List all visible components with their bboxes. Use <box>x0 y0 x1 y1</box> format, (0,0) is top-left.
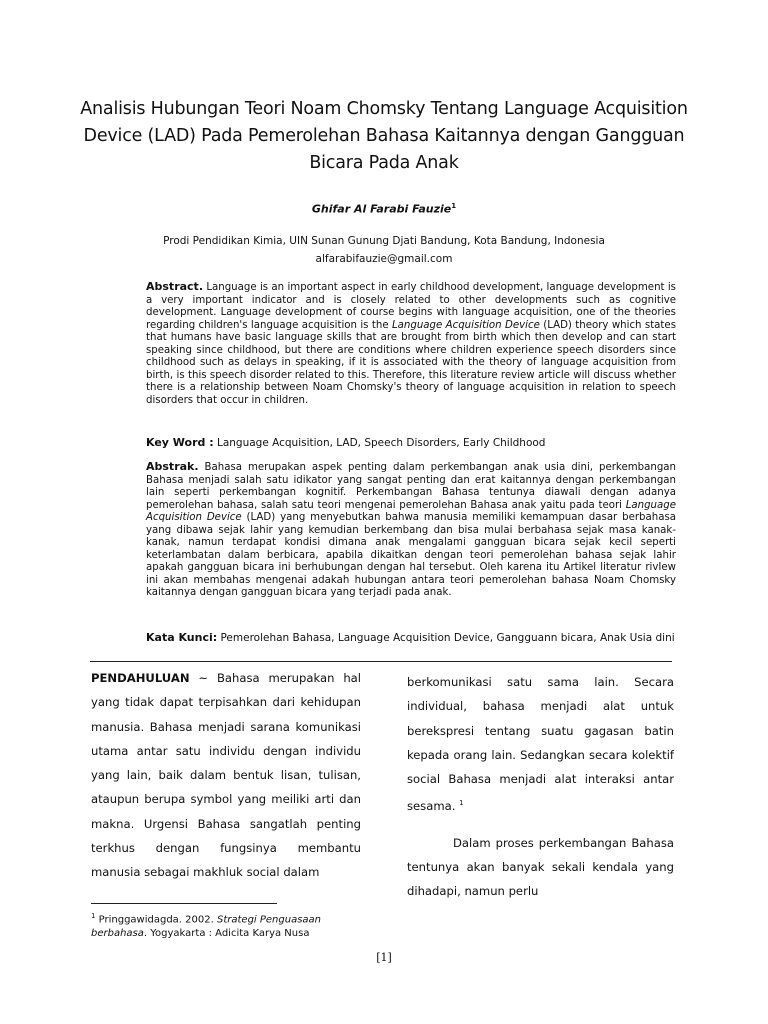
paper-title: Analisis Hubungan Teori Noam Chomsky Tentang Language Acquisition Device (LAD) Pada Pemerolehan Bahasa Kaitannya dengan Gangguan Bicara Pada Anak <box>80 99 688 173</box>
abstract-indonesian <box>146 461 676 600</box>
intro-paragraph <box>91 666 361 885</box>
keyword-text: Language Acquisition, LAD, Speech Disorders, Early Childhood <box>213 437 546 449</box>
abstrak-term: Language Acquisition Device <box>146 499 676 523</box>
author-name: Ghifar Al Farabi Fauzie <box>311 202 452 216</box>
right-paragraph-1-text: berkomunikasi satu sama lain. Secara individual, bahasa menjadi alat untuk berekspresi tentang suatu gagasan batin kepada orang lain. Sedangkan secara kolektif social Bahasa menjadi alat interaksi antar sesama. <box>407 675 674 814</box>
body-column-right <box>407 670 674 904</box>
footnote-text-part2: . Yogyakarta : Adicita Karya Nusa <box>143 928 310 940</box>
keyword-label: Key Word : <box>146 436 214 449</box>
kata-kunci-text: Pemerolehan Bahasa, Language Acquisition Device, Gangguann bicara, Anak Usia dini <box>217 632 675 644</box>
affiliation-block <box>0 232 768 268</box>
abstrak-text-part1: Bahasa merupakan aspek penting dalam perkembangan anak usia dini, perkembangan Bahasa menjadi salah satu idikator yang sangat penting dan erat kaitannya dengan perkembangan lain seperti perkembangan kognitif. Perkembangan Bahasa tentunya diawali dengan adanya pemerolehan bahasa, salah satu teori mengenai pemerolehan Bahasa anak yaitu pada teori <box>146 462 676 511</box>
abstract-english <box>146 281 676 407</box>
author-email: alfarabifauzie@gmail.com <box>315 253 453 265</box>
section-heading-pendahuluan: PENDAHULUAN <box>91 671 190 685</box>
footnote-marker: 1 <box>91 912 96 920</box>
footnote-book-title: Strategi Penguasaan berbahasa <box>91 914 322 940</box>
abstract-term: Language Acquisition Device <box>391 319 540 331</box>
page-number: [1] <box>376 951 392 964</box>
right-paragraph-2: Dalam proses perkembangan Bahasa tentunya akan banyak sekali kendala yang dihadapi, namun perlu <box>407 835 674 899</box>
abstrak-text-part2: (LAD) yang menyebutkan bahwa manusia memiliki kemampuan dasar berbahasa yang dibawa sejak lahir yang kemudian berkembang dan bisa mulai berbahasa sejak masa kanak-kanak, namun terdapat kondisi dimana anak mengalami gangguan bicara sejak kecil seperti keterlambatan dalam berbicara, apabila dikaitkan dengan teori pemerolehan bahasa sejak lahir apakah gangguan bicara ini berhubungan dengan hal tersebut. Oleh karena itu Artikel literatur rivIew ini akan membahas mengenai adakah hubungan antara teori pemerolehan bahasa Noam Chomsky kaitannya dengan gangguan bicara yang terjadi pada anak. <box>146 512 676 598</box>
intro-text: ~ Bahasa merupakan hal yang tidak dapat terpisahkan dari kehidupan manusia. Bahasa menjadi sarana komunikasi utama antar satu individu dengan individu yang lain, baik dalam bentuk lisan, tulisan, ataupun berupa symbol yang meiliki arti dan makna. Urgensi Bahasa sangatlah penting terkhus dengan fungsinya membantu manusia sebagai makhluk social dalam <box>91 671 361 880</box>
abstrak-label: Abstrak. <box>146 460 199 473</box>
footnote-text-part1: Pringgawidagda. 2002. <box>95 914 217 926</box>
keywords-indonesian <box>146 631 676 645</box>
affiliation-institution: Prodi Pendidikan Kimia, UIN Sunan Gunung Djati Bandung, Kota Bandung, Indonesia <box>163 235 605 247</box>
footnote <box>91 909 363 941</box>
author-footnote-marker: 1 <box>451 202 457 210</box>
author-line <box>0 202 768 216</box>
abstract-text-part2: (LAD) theory which states that humans have basic language skills that are brought from birth which then develop and can start speaking since childhood, but there are conditions where children experience speech disorders since childhood such as delays in speaking, if it is associated with the theory of language acquisition from birth, is this speech disorder related to this. Therefore, this literature review article will discuss whether there is a relationship between Noam Chomsky's theory of language acquisition in relation to speech disorders that occur in children. <box>146 319 676 406</box>
keywords-english <box>146 437 676 450</box>
kata-kunci-label: Kata Kunci: <box>146 631 218 644</box>
right-paragraph-1 <box>407 670 674 819</box>
body-column-left <box>91 666 361 885</box>
abstract-text-part1: Language is an important aspect in early childhood development, language development is a very important indicator and is closely related to other developments such as cognitive development. Language development of course begins with language acquisition, one of the theories regarding children's language acquisition is the <box>146 282 676 331</box>
abstract-label: Abstract. <box>146 280 203 293</box>
footnote-divider <box>91 903 277 904</box>
section-divider <box>90 661 672 662</box>
citation-marker: 1 <box>459 799 464 808</box>
